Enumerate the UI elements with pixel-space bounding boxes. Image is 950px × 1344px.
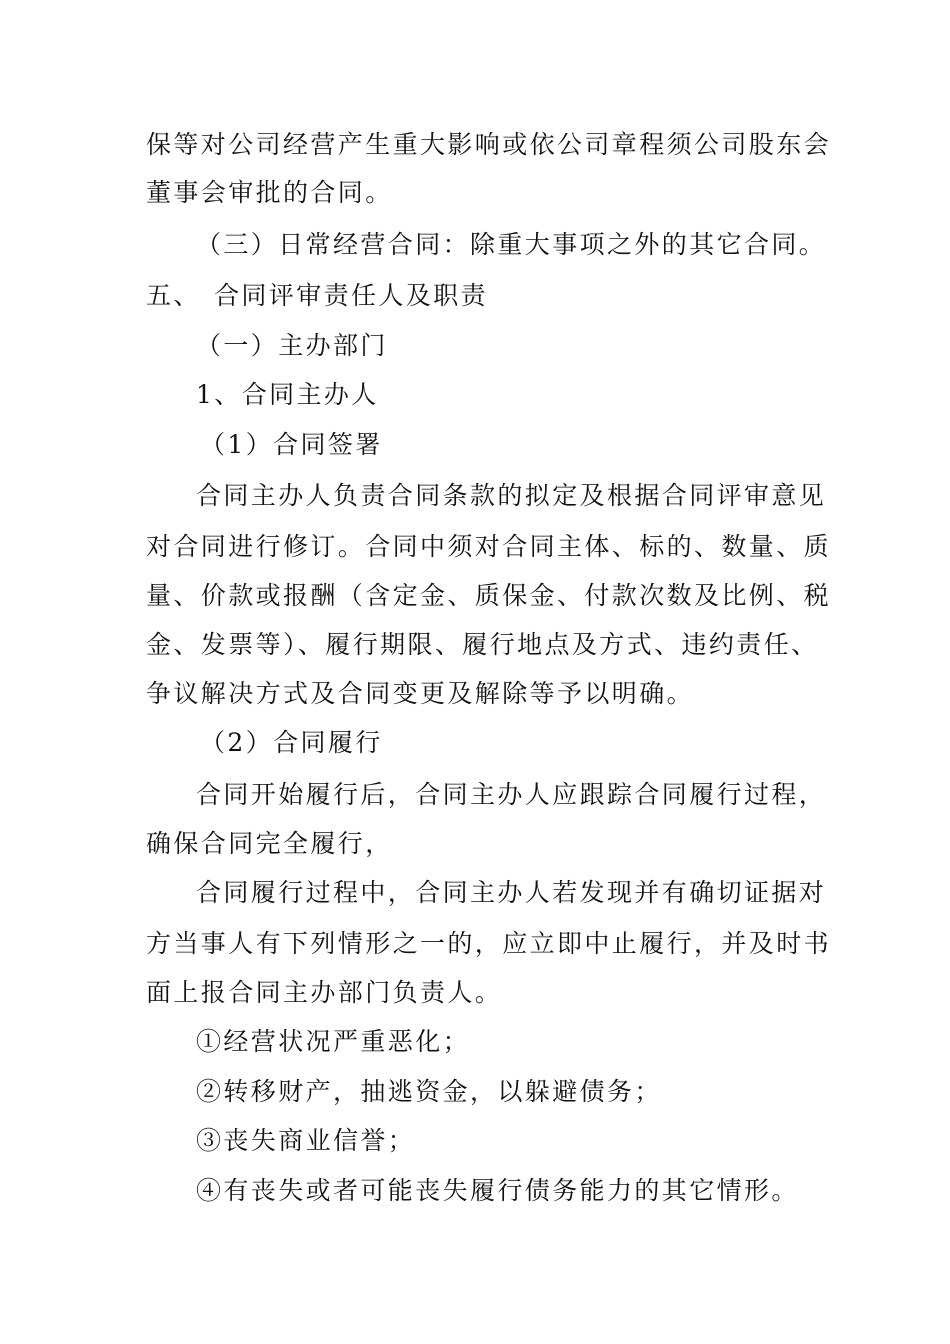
list-item: ④有丧失或者可能丧失履行债务能力的其它情形。	[196, 1176, 799, 1205]
section-number: 五、	[146, 281, 201, 310]
text-line: 董事会审批的合同。	[146, 178, 393, 207]
clause-item: （三）日常经营合同：除重大事项之外的其它合同。	[196, 230, 827, 259]
subsection-heading: 1、合同主办人	[196, 380, 379, 409]
text-line: 确保合同完全履行，	[146, 829, 393, 858]
subsection-heading: （一）主办部门	[196, 331, 388, 360]
text-line: 保等对公司经营产生重大影响或依公司章程须公司股东会	[146, 130, 832, 159]
subsection-heading: （1）合同签署	[200, 430, 383, 459]
text-line: 金、发票等）、履行期限、履行地点及方式、违约责任、	[146, 630, 819, 659]
list-item: ①经营状况严重恶化；	[196, 1027, 471, 1056]
list-item: ②转移财产，抽逃资金，以躲避债务；	[196, 1077, 662, 1106]
text-line: 合同主办人负责合同条款的拟定及根据合同评审意见	[196, 481, 827, 510]
subsection-heading: （2）合同履行	[200, 728, 383, 757]
text-line: 面上报合同主办部门负责人。	[146, 978, 503, 1007]
section-heading	[146, 281, 488, 311]
text-line: 量、价款或报酬（含定金、质保金、付款次数及比例、税	[146, 581, 832, 610]
text-line: 方当事人有下列情形之一的，应立即中止履行，并及时书	[146, 929, 832, 958]
text-line: 争议解决方式及合同变更及解除等予以明确。	[146, 679, 695, 708]
section-title: 合同评审责任人及职责	[214, 281, 489, 310]
text-line: 合同履行过程中，合同主办人若发现并有确切证据对	[196, 878, 827, 907]
list-item: ③丧失商业信誉；	[196, 1126, 416, 1155]
text-line: 对合同进行修订。合同中须对合同主体、标的、数量、质	[146, 532, 832, 561]
text-line: 合同开始履行后，合同主办人应跟踪合同履行过程，	[196, 780, 827, 809]
